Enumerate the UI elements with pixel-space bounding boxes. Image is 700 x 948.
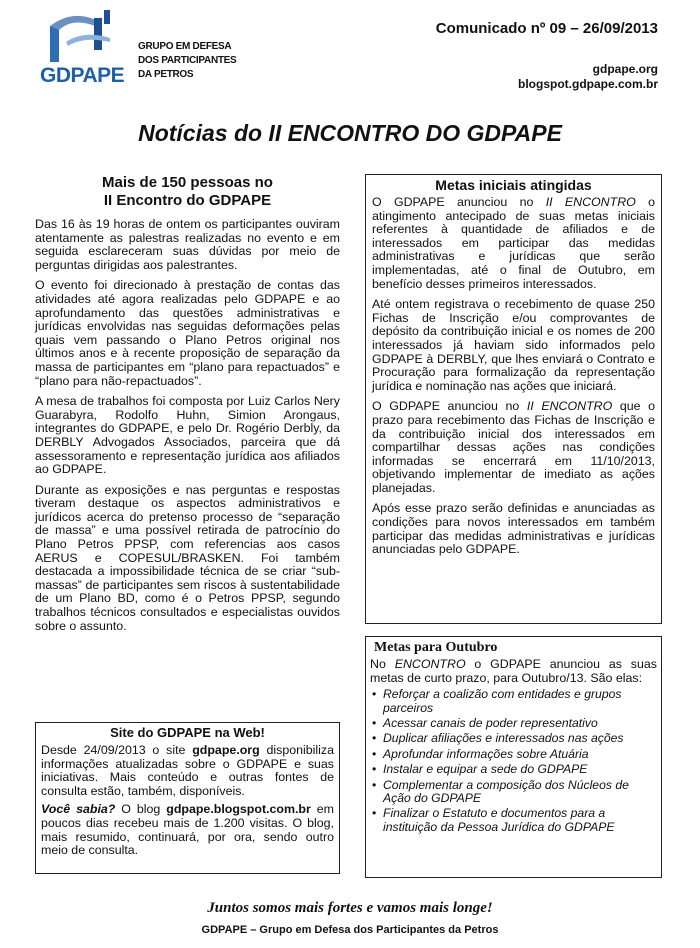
site-link[interactable]: gdpape.org <box>592 62 658 76</box>
article-paragraph: A mesa de trabalhos foi composta por Luiz Carlos Nery Guarabyra, Rodolfo Huhn, Simion Arongaus, integrantes do GDPAPE, e pelo Dr. Rogério Derbly, da DERBLY Advogados Associados, parceira que dá assessoramento e representação jurídica aos afiliados ao GDPAPE. <box>35 394 340 477</box>
web-site-box <box>35 722 340 874</box>
main-article <box>35 174 340 640</box>
site-links <box>518 62 658 92</box>
blog-link[interactable]: blogspot.gdpape.com.br <box>518 77 658 91</box>
article-title: Mais de 150 pessoas no II Encontro do GDPAPE <box>102 174 273 209</box>
site-link-inline[interactable]: gdpape.org <box>192 743 260 757</box>
slogan: Juntos somos mais fortes e vamos mais longe! <box>207 900 493 916</box>
list-item: • Finalizar o Estatuto e documentos para a instituição da Pessoa Jurídica do GDPAPE <box>370 807 657 834</box>
blog-link-inline[interactable]: gdpape.blogspot.com.br <box>166 802 311 817</box>
list-item: • Duplicar afiliações e interessados nas ações <box>370 732 657 745</box>
list-item: • Reforçar a coalizão com entidades e grupos parceiros <box>370 688 657 715</box>
list-item: • Complementar a composição dos Núcleos de Ação do GDPAPE <box>370 779 657 806</box>
footer: GDPAPE – Grupo em Defesa dos Participantes da Petros <box>201 924 499 936</box>
outubro-box-title: Metas para Outubro <box>374 640 498 655</box>
metas-paragraph: Após esse prazo serão definidas e anunciadas as condições para novos interessados em também participar das medidas administrativas e jurídicas anunciadas pelo GDPAPE. <box>372 501 655 557</box>
web-paragraph: Você sabia? O blog gdpape.blogspot.com.br em poucos dias recebeu mais de 1.200 visitas. O blog, mais resumido, continuará, por ora, sendo outro meio de consulta. <box>41 802 334 858</box>
group-name: GRUPO EM DEFESA DOS PARTICIPANTES DA PETROS <box>138 41 237 80</box>
metas-box-title: Metas iniciais atingidas <box>435 177 592 193</box>
metas-outubro-box <box>365 636 662 878</box>
article-paragraph: Durante as exposições e nas perguntas e respostas tiveram destaque os aspectos administrativos e jurídicos acerca do pretenso processo de “separação de massa” e uma possível retirada de patrocínio do Plano Petros PPSP, com referencias aos casos AERUS e COPESUL/BRASKEN. Foi também destacada a impossibilidade técnica de se criar “sub-massas” de participantes sem riscos à sustentabilidade de um Plano BD, como é o Petros PPSP, segundo trabalhos técnicos consultados e especialistas ouvidos sobre o assunto. <box>35 482 340 633</box>
article-paragraph: Das 16 às 19 horas de ontem os participantes ouviram atentamente as palestras realizadas no evento e em seguida esclareceram suas dúvidas por meio de perguntas dirigidas aos palestrantes. <box>35 217 340 272</box>
outubro-intro: No ENCONTRO o GDPAPE anunciou as suas metas de curto prazo, para Outubro/13. São elas: <box>370 657 657 685</box>
metas-iniciais-box <box>365 174 662 624</box>
article-paragraph: O evento foi direcionado à prestação de contas das atividades até agora realizadas pelo GDPAPE e ao aprofundamento das questões administrativas e jurídicas envolvidas nas seguidas deformações pelas quais vem passando o Plano Petros original nos últimos anos e à recente proposição de separação da massa de participantes em “plano para repactuados” e “plano para não-repactuados”. <box>35 278 340 388</box>
gdpape-logo-icon <box>44 8 119 63</box>
list-item: • Aprofundar informações sobre Atuária <box>370 748 657 761</box>
web-box-title: Site do GDPAPE na Web! <box>110 725 265 740</box>
page-title: Notícias do II ENCONTRO DO GDPAPE <box>138 120 562 146</box>
metas-paragraph: Até ontem registrava o recebimento de quase 250 Fichas de Inscrição e/ou comprovantes de depósito da contribuição inicial e os nomes de 200 interessados já haviam sido informados pelo GDPAPE à DERBLY, que lhes enviará o Contrato e Procuração para formalização da representação jurídica e nominação nas ações que iniciará. <box>372 297 655 393</box>
bulletin-number: Comunicado nº 09 – 26/09/2013 <box>435 20 658 37</box>
list-item: • Instalar e equipar a sede do GDPAPE <box>370 763 657 776</box>
list-item: • Acessar canais de poder representativo <box>370 717 657 730</box>
outubro-list <box>370 688 657 834</box>
brand-name: GDPAPE <box>40 64 125 87</box>
metas-paragraph: O GDPAPE anunciou no II ENCONTRO que o prazo para recebimento das Fichas de Inscrição e da contribuição inicial dos interessados em compartilhar dessas ações nas condições informadas se encerrará em 11/10/2013, objetivando implementar de imediato as ações planejadas. <box>372 399 655 495</box>
web-paragraph: Desde 24/09/2013 o site gdpape.org disponibiliza informações atualizadas sobre o GDPAPE e suas iniciativas. Mais conteúdo e outras fontes de consulta estão, também, disponíveis. <box>41 743 334 798</box>
metas-paragraph: O GDPAPE anunciou no II ENCONTRO o atingimento antecipado de suas metas iniciais referentes à quantidade de afiliados e de interessados em participar das medidas administrativas e jurídicas que serão implementadas, até o final de Outubro, em benefício desses primeiros interessados. <box>372 195 655 291</box>
